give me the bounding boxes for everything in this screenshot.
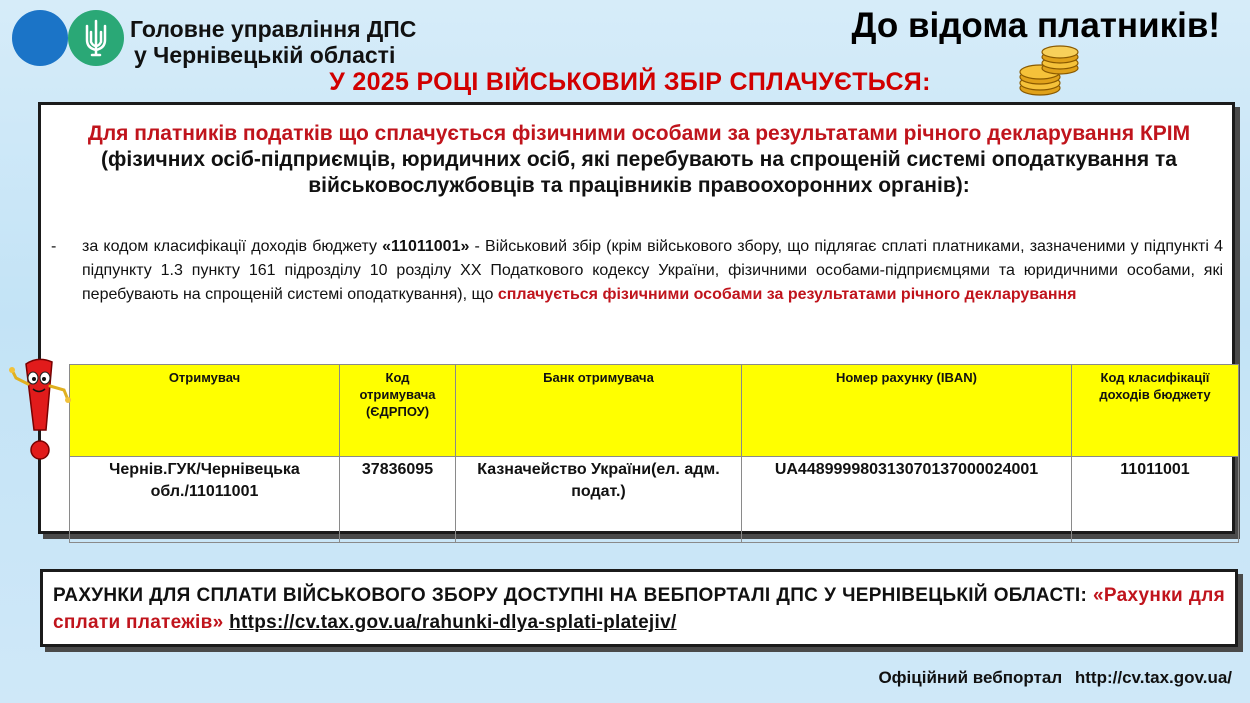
bullet-item bbox=[51, 235, 1223, 307]
organization-name bbox=[130, 16, 416, 68]
trident-emblem-icon bbox=[68, 10, 124, 66]
header-recipient-code: Код отримувача (ЄДРПОУ) bbox=[340, 365, 456, 457]
coins-icon bbox=[1018, 40, 1082, 103]
header-iban: Номер рахунку (IBAN) bbox=[742, 365, 1072, 457]
header-bank: Банк отримувача bbox=[456, 365, 742, 457]
dps-logo-blue-circle bbox=[12, 10, 68, 66]
trident-icon bbox=[81, 18, 111, 58]
accounts-notice-text bbox=[53, 582, 1225, 636]
footer bbox=[878, 668, 1232, 688]
org-line-1: Головне управління ДПС bbox=[130, 16, 417, 42]
page-title: До відома платників! bbox=[851, 6, 1220, 45]
bullet-dash: - bbox=[51, 238, 57, 255]
intro-paragraph bbox=[59, 121, 1219, 199]
subheadline: У 2025 РОЦІ ВІЙСЬКОВИЙ ЗБІР СПЛАЧУЄТЬСЯ: bbox=[329, 68, 931, 96]
header-classification-code: Код класифікації доходів бюджету bbox=[1072, 365, 1239, 457]
header-recipient: Отримувач bbox=[70, 365, 340, 457]
org-line-2: у Чернівецькій області bbox=[134, 42, 396, 68]
footer-label: Офіційний вебпортал bbox=[878, 668, 1063, 687]
accounts-url-link[interactable]: https://cv.tax.gov.ua/rahunki-dlya-splati-platejiv/ bbox=[229, 612, 677, 633]
accounts-notice-main: РАХУНКИ ДЛЯ СПЛАТИ ВІЙСЬКОВОГО ЗБОРУ ДОСТУПНІ НА ВЕБПОРТАЛІ ДПС У ЧЕРНІВЕЦЬКІЙ ОБЛАСТІ: bbox=[53, 585, 1093, 606]
account-table bbox=[69, 364, 1239, 543]
info-panel bbox=[38, 102, 1235, 534]
bullet-text bbox=[82, 235, 1223, 307]
cell-recipient: Чернів.ГУК/Чернівецька обл./11011001 bbox=[70, 457, 340, 543]
exclamation-mascot-icon bbox=[8, 356, 78, 469]
cell-recipient-code: 37836095 bbox=[340, 457, 456, 543]
accounts-notice-panel bbox=[40, 569, 1238, 647]
intro-red-text: Для платників податків що сплачується фізичними особами за результатами річного декларування КРІМ bbox=[87, 122, 1191, 145]
table-header-row bbox=[70, 365, 1239, 457]
bullet-code: «11011001» bbox=[382, 238, 470, 255]
footer-url-link[interactable]: http://cv.tax.gov.ua/ bbox=[1074, 668, 1232, 687]
intro-black-text: (фізичних осіб-підприємців, юридичних осіб, які перебувають на спрощеній системі оподаткування та військовослужбовців та працівників правоохоронних органів): bbox=[101, 148, 1177, 197]
cell-classification-code: 11011001 bbox=[1072, 457, 1239, 543]
cell-iban: UA448999980313070137000024001 bbox=[742, 457, 1072, 543]
bullet-text-before: за кодом класифікації доходів бюджету bbox=[82, 238, 383, 255]
table-row bbox=[70, 457, 1239, 543]
accounts-page-link[interactable]: «Рахунки для сплати платежів» bbox=[53, 585, 1225, 633]
cell-bank: Казначейство України(ел. адм. подат.) bbox=[456, 457, 742, 543]
bullet-text-middle: - Військовий збір (крім військового збору, що підлягає сплаті платниками, зазначеними у підпункті 4 підпункту 1.3 пункту 161 підрозділу 10 розділу XX Податкового кодексу України, фізичними особами-підприємцями та юридичними особами, які перебувають на спрощеній системі оподаткування), що bbox=[82, 238, 1223, 303]
bullet-red-end: сплачується фізичними особами за результатами річного декларування bbox=[497, 286, 1077, 303]
